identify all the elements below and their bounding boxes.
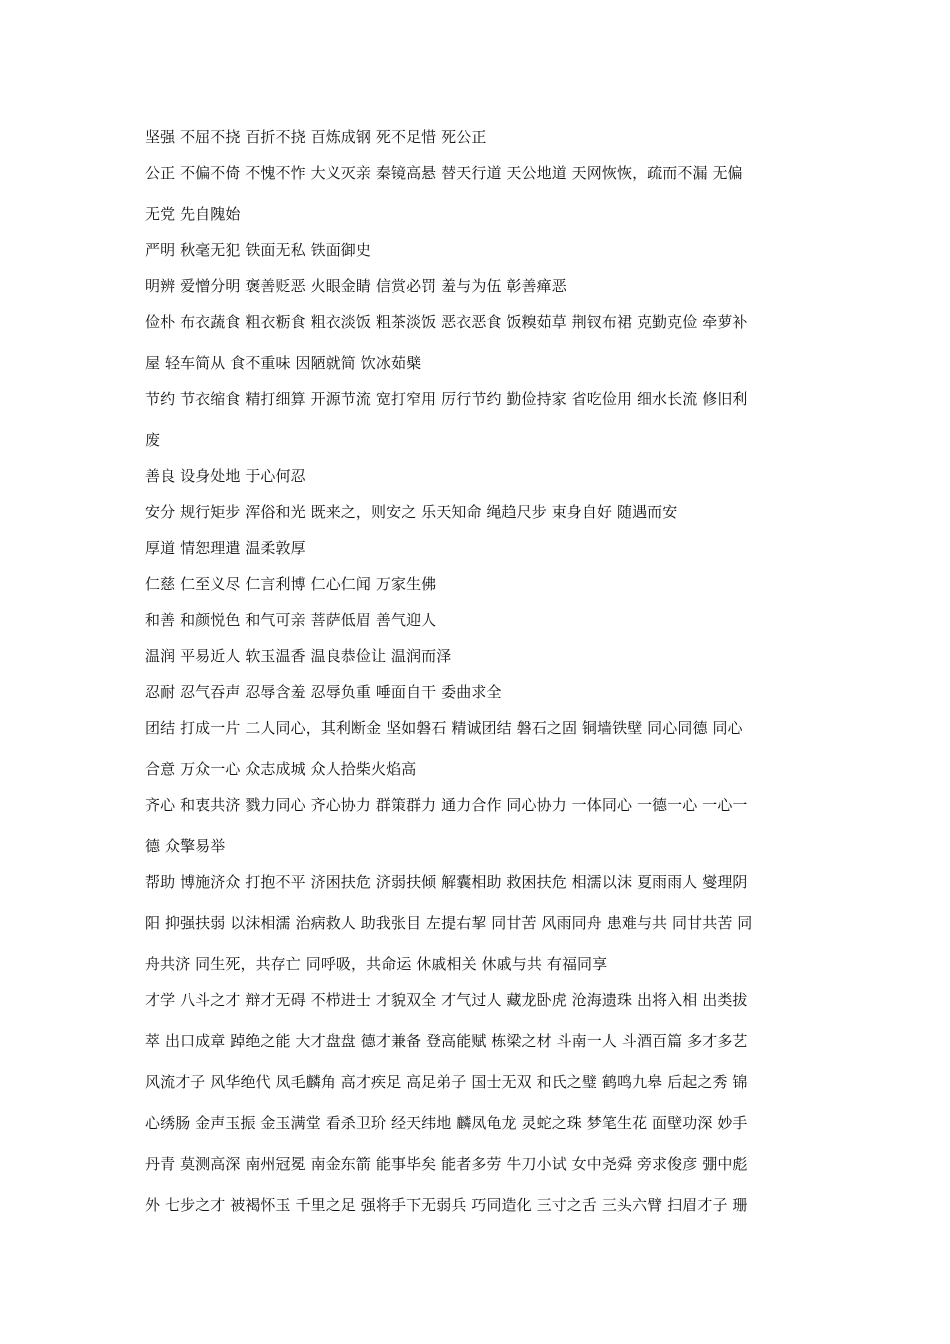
text-line: 合意 万众一心 众志成城 众人拾柴火焰高 [145,760,417,778]
text-line: 善良 设身处地 于心何忍 [145,467,306,485]
text-line: 严明 秋毫无犯 铁面无私 铁面御史 [145,241,372,259]
text-line: 齐心 和衷共济 戮力同心 齐心协力 群策群力 通力合作 同心协力 一体同心 一德一心 一心一 [145,796,748,814]
text-line: 公正 不偏不倚 不愧不怍 大义灭亲 秦镜高悬 替天行道 天公地道 天网恢恢，疏而不漏 无偏 [145,164,743,182]
text-line: 团结 打成一片 二人同心，其利断金 坚如磐石 精诚团结 磐石之固 铜墙铁壁 同心同德 同心 [145,719,743,737]
text-line: 和善 和颜悦色 和气可亲 菩萨低眉 善气迎人 [145,611,437,629]
text-line: 丹青 莫测高深 南州冠冕 南金东箭 能事毕矣 能者多劳 牛刀小试 女中尧舜 旁求俊彦 弸中彪 [145,1155,748,1173]
text-line: 舟共济 同生死，共存亡 同呼吸，共命运 休戚相关 休戚与共 有福同享 [145,955,608,973]
text-line: 仁慈 仁至义尽 仁言利博 仁心仁闻 万家生佛 [145,575,437,593]
text-line: 明辨 爱憎分明 褒善贬恶 火眼金睛 信赏必罚 羞与为伍 彰善瘅恶 [145,277,567,295]
text-line: 无党 先自隗始 [145,205,241,223]
text-line: 风流才子 风华绝代 凤毛麟角 高才疾足 高足弟子 国士无双 和氏之璧 鹤鸣九皋 后起之秀 锦 [145,1073,748,1091]
text-line: 节约 节衣缩食 精打细算 开源节流 宽打窄用 厉行节约 勤俭持家 省吃俭用 细水长流 修旧利 [145,390,748,408]
text-line: 外 七步之才 被褐怀玉 千里之足 强将手下无弱兵 巧同造化 三寸之舌 三头六臂 扫眉才子 珊 [145,1196,748,1214]
text-line: 屋 轻车简从 食不重味 因陋就简 饮冰茹檗 [145,354,422,372]
text-line: 德 众擎易举 [145,837,226,855]
text-line: 温润 平易近人 软玉温香 温良恭俭让 温润而泽 [145,647,452,665]
text-line: 坚强 不屈不挠 百折不挠 百炼成钢 死不足惜 死公正 [145,128,487,146]
text-line: 安分 规行矩步 浑俗和光 既来之，则安之 乐天知命 绳趋尺步 束身自好 随遇而安 [145,503,678,521]
text-line: 废 [145,431,161,449]
text-line: 心绣肠 金声玉振 金玉满堂 看杀卫玠 经天纬地 麟凤龟龙 灵蛇之珠 梦笔生花 面壁功深 妙手 [145,1114,748,1132]
text-line: 萃 出口成章 踔绝之能 大才盘盘 德才兼备 登高能赋 栋梁之材 斗南一人 斗酒百篇 多才多艺 [145,1032,748,1050]
text-line: 厚道 情恕理遣 温柔敦厚 [145,539,306,557]
text-line: 忍耐 忍气吞声 忍辱含羞 忍辱负重 唾面自干 委曲求全 [145,683,502,701]
text-line: 才学 八斗之才 辩才无碍 不栉进士 才貌双全 才气过人 藏龙卧虎 沧海遗珠 出将入相 出类拔 [145,991,748,1009]
text-line: 阳 抑强扶弱 以沫相濡 治病救人 助我张目 左提右挈 同甘苦 风雨同舟 患难与共 同甘共苦 同 [145,914,753,932]
text-line: 帮助 博施济众 打抱不平 济困扶危 济弱扶倾 解囊相助 救困扶危 相濡以沫 夏雨雨人 燮理阴 [145,873,748,891]
text-line: 俭朴 布衣蔬食 粗衣粝食 粗衣淡饭 粗茶淡饭 恶衣恶食 饭糗茹草 荆钗布裙 克勤克俭 牵萝补 [145,313,748,331]
